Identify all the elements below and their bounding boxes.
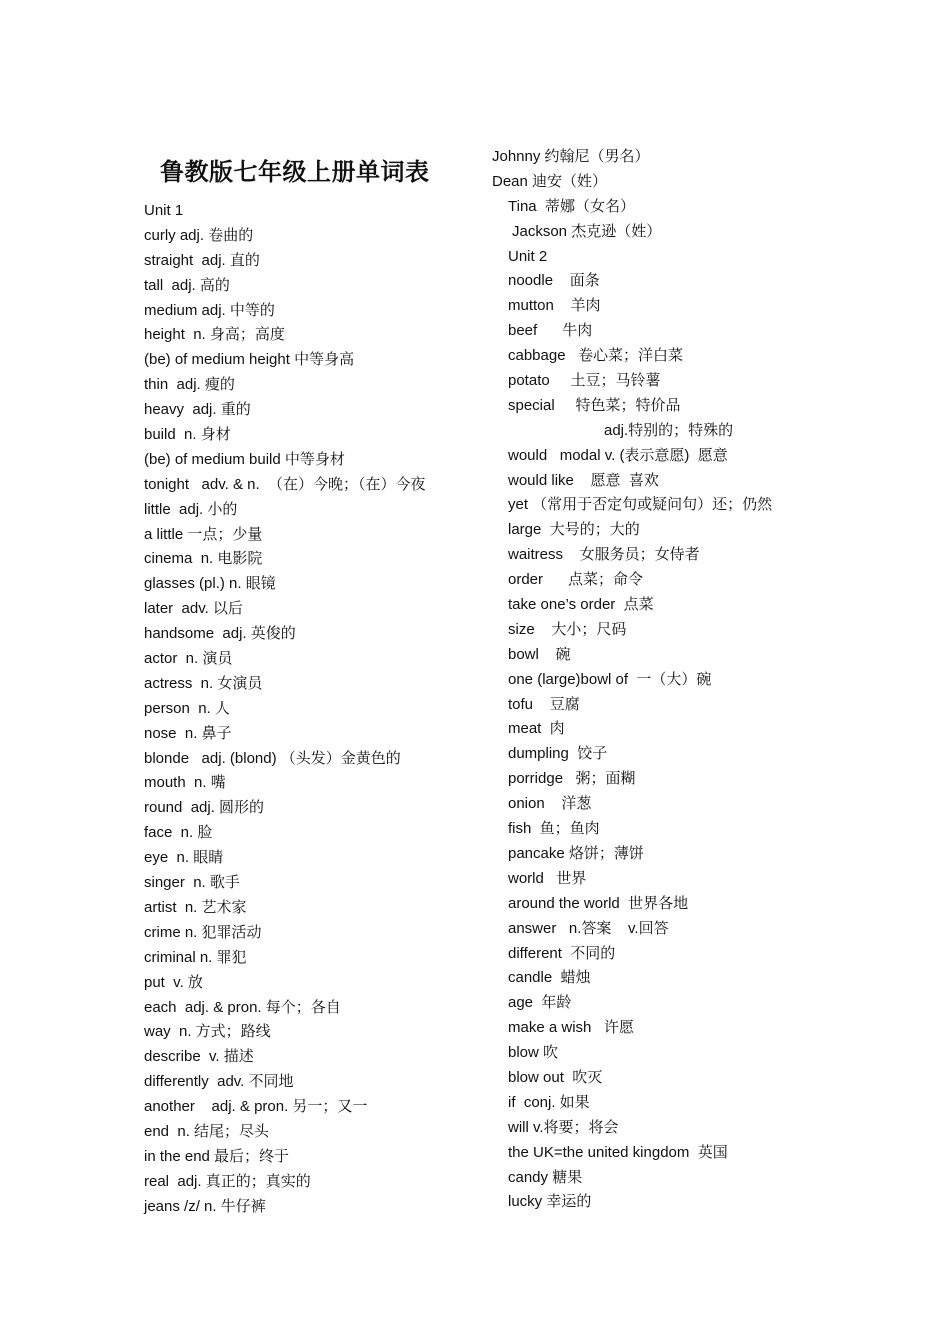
vocab-entry: actress n. 女演员 (144, 674, 263, 692)
vocab-entry: round adj. 圆形的 (144, 799, 265, 817)
vocab-entry: onion 洋葱 (508, 795, 592, 813)
vocab-entry: person n. 人 (144, 699, 230, 717)
vocab-entry: adj.特别的；特殊的 (604, 421, 734, 439)
vocab-entry: in the end 最后；终于 (144, 1147, 290, 1165)
vocab-entry: crime n. 犯罪活动 (144, 923, 262, 941)
vocab-entry: take one’s order 点菜 (508, 596, 654, 614)
vocab-entry: noodle 面条 (508, 272, 600, 290)
vocab-entry: real adj. 真正的；真实的 (144, 1172, 311, 1190)
vocabulary-column-right (492, 145, 772, 1215)
vocab-entry: the UK=the united kingdom 英国 (508, 1143, 728, 1161)
vocab-entry: if conj. 如果 (508, 1093, 590, 1111)
vocab-entry: nose n. 鼻子 (144, 724, 232, 742)
vocab-entry: Jackson 杰克逊（姓） (512, 222, 662, 240)
vocab-entry: large 大号的；大的 (508, 521, 640, 539)
vocab-entry: differently adv. 不同地 (144, 1073, 294, 1091)
vocab-entry: yet （常用于否定句或疑问句）还；仍然 (508, 496, 773, 514)
vocab-entry: order 点菜；命令 (508, 571, 644, 589)
vocab-entry: world 世界 (508, 869, 587, 887)
vocab-entry: describe v. 描述 (144, 1048, 254, 1066)
vocab-entry: lucky 幸运的 (508, 1193, 592, 1211)
vocab-entry: make a wish 许愿 (508, 1019, 634, 1037)
vocab-entry: face n. 脸 (144, 824, 213, 842)
vocab-entry: dumpling 饺子 (508, 745, 608, 763)
vocab-entry: a little 一点；少量 (144, 525, 263, 543)
vocab-entry: handsome adj. 英俊的 (144, 625, 296, 643)
vocab-entry: little adj. 小的 (144, 500, 238, 518)
vocab-entry: will v.将要；将会 (508, 1118, 619, 1136)
vocab-entry: candle 蜡烛 (508, 969, 591, 987)
vocab-entry: special 特色菜；特价品 (508, 396, 681, 414)
vocab-entry: would modal v. (表示意愿) 愿意 (508, 446, 728, 464)
vocab-entry: (be) of medium build 中等身材 (144, 450, 345, 468)
vocab-entry: cabbage 卷心菜；洋白菜 (508, 347, 684, 365)
vocab-entry: thin adj. 瘦的 (144, 376, 235, 394)
vocab-entry: end n. 结尾；尽头 (144, 1122, 270, 1140)
unit-heading: Unit 1 (144, 202, 184, 219)
vocab-entry: mouth n. 嘴 (144, 774, 226, 792)
vocab-entry: meat 肉 (508, 720, 565, 738)
vocab-entry: potato 土豆；马铃薯 (508, 372, 661, 390)
vocab-entry: criminal n. 罪犯 (144, 948, 247, 966)
vocab-entry: bowl 碗 (508, 645, 571, 663)
vocab-entry: fish 鱼；鱼肉 (508, 820, 600, 838)
vocab-entry: blow out 吹灭 (508, 1068, 603, 1086)
vocab-entry: tofu 豆腐 (508, 695, 580, 713)
vocab-entry: tonight adv. & n. （在）今晚；（在）今夜 (144, 475, 426, 493)
vocab-entry: candy 糖果 (508, 1168, 583, 1186)
vocab-entry: curly adj. 卷曲的 (144, 226, 254, 244)
vocab-entry: age 年龄 (508, 994, 572, 1012)
vocab-entry: actor n. 演员 (144, 650, 233, 668)
vocab-entry: (be) of medium height 中等身高 (144, 351, 355, 369)
vocab-entry: cinema n. 电影院 (144, 550, 263, 568)
vocab-entry: mutton 羊肉 (508, 297, 601, 315)
vocab-entry: different 不同的 (508, 944, 616, 962)
vocab-entry: another adj. & pron. 另一；又一 (144, 1098, 368, 1116)
vocabulary-column-left (144, 199, 425, 1220)
vocab-entry: blow 吹 (508, 1044, 559, 1062)
vocab-entry: build n. 身材 (144, 426, 231, 444)
vocab-entry: height n. 身高；高度 (144, 326, 285, 344)
vocab-entry: eye n. 眼睛 (144, 849, 224, 867)
unit-heading: Unit 2 (508, 247, 548, 265)
vocab-entry: pancake 烙饼；薄饼 (508, 844, 644, 862)
vocab-entry: beef 牛肉 (508, 322, 593, 340)
vocab-entry: Johnny 约翰尼（男名） (492, 148, 650, 165)
vocab-entry: singer n. 歌手 (144, 874, 240, 892)
vocab-entry: put v. 放 (144, 973, 203, 991)
vocab-entry: answer n.答案 v.回答 (508, 919, 669, 937)
vocab-entry: glasses (pl.) n. 眼镜 (144, 575, 276, 593)
vocab-entry: size 大小；尺码 (508, 620, 627, 638)
vocab-entry: Dean 迪安（姓） (492, 172, 608, 190)
vocab-entry: heavy adj. 重的 (144, 401, 251, 419)
vocab-entry: waitress 女服务员；女侍者 (508, 546, 700, 564)
vocab-entry: later adv. 以后 (144, 600, 243, 618)
page-title: 鲁教版七年级上册单词表 (160, 157, 430, 186)
vocab-entry: each adj. & pron. 每个；各自 (144, 998, 341, 1016)
vocab-entry: straight adj. 直的 (144, 251, 260, 269)
vocab-entry: Tina 蒂娜（女名） (508, 197, 635, 215)
vocab-entry: porridge 粥；面糊 (508, 770, 636, 788)
vocab-entry: way n. 方式；路线 (144, 1023, 271, 1041)
vocab-entry: would like 愿意 喜欢 (508, 471, 659, 489)
vocab-entry: blonde adj. (blond) （头发）金黄色的 (144, 749, 401, 767)
vocab-entry: jeans /z/ n. 牛仔裤 (144, 1197, 266, 1215)
vocab-entry: tall adj. 高的 (144, 276, 230, 294)
vocab-entry: medium adj. 中等的 (144, 301, 275, 319)
vocab-entry: around the world 世界各地 (508, 894, 689, 912)
vocab-entry: one (large)bowl of 一（大）碗 (508, 670, 712, 688)
vocab-entry: artist n. 艺术家 (144, 898, 247, 916)
